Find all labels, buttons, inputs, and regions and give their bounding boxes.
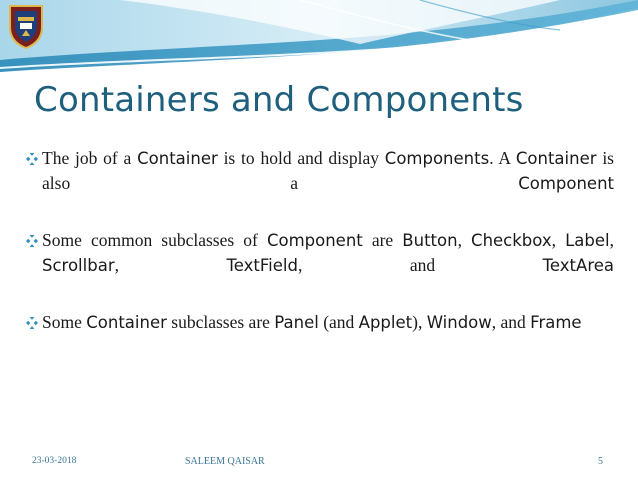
footer-author: SALEEM QAISAR bbox=[185, 456, 265, 467]
code-term: Components bbox=[384, 149, 490, 168]
bullet-list bbox=[26, 146, 614, 343]
code-term: Container bbox=[515, 149, 597, 168]
bullet-text: , bbox=[609, 230, 614, 250]
footer-date: 23-03-2018 bbox=[32, 456, 77, 466]
bullet-text: is to hold and display bbox=[217, 148, 385, 168]
code-term: Scrollbar bbox=[42, 256, 115, 275]
code-term: Label bbox=[565, 231, 610, 250]
university-crest-icon bbox=[6, 3, 46, 49]
bullet-text: subclasses are bbox=[166, 312, 275, 332]
code-term: Applet bbox=[358, 313, 413, 332]
code-term: Button bbox=[402, 231, 458, 250]
bullet-text: (and bbox=[318, 312, 359, 332]
bullet-text: are bbox=[362, 230, 403, 250]
bullet-item bbox=[26, 310, 614, 335]
bullet-text: , bbox=[457, 230, 472, 250]
code-term: TextArea bbox=[542, 256, 614, 275]
code-term: Frame bbox=[530, 313, 582, 332]
code-term: Container bbox=[86, 313, 167, 332]
bullet-text: The job of a bbox=[42, 148, 138, 168]
code-term: Component bbox=[518, 174, 614, 193]
bullet-text: . A bbox=[489, 148, 516, 168]
bullet-text: ), bbox=[412, 312, 427, 332]
diamond-bullet-icon bbox=[26, 235, 38, 247]
bullet-item bbox=[26, 146, 614, 220]
code-term: Panel bbox=[274, 313, 319, 332]
diamond-bullet-icon bbox=[26, 153, 38, 165]
bullet-text: Some common subclasses of bbox=[42, 230, 267, 250]
slide-title: Containers and Components bbox=[34, 80, 524, 120]
bullet-item bbox=[26, 228, 614, 302]
page-number: 5 bbox=[598, 456, 603, 467]
code-term: Checkbox bbox=[471, 231, 552, 250]
bullet-text: , bbox=[551, 230, 566, 250]
bullet-text: , and bbox=[297, 255, 543, 275]
code-term: TextField bbox=[226, 256, 298, 275]
code-term: Component bbox=[266, 231, 363, 250]
code-term: Container bbox=[137, 149, 218, 168]
bullet-text: is also a bbox=[42, 148, 614, 193]
bullet-text: , and bbox=[491, 312, 531, 332]
code-term: Window bbox=[426, 313, 492, 332]
diamond-bullet-icon bbox=[26, 317, 38, 329]
bullet-text: , bbox=[114, 255, 227, 275]
header-wave-decoration bbox=[0, 0, 638, 80]
bullet-text: Some bbox=[42, 312, 87, 332]
